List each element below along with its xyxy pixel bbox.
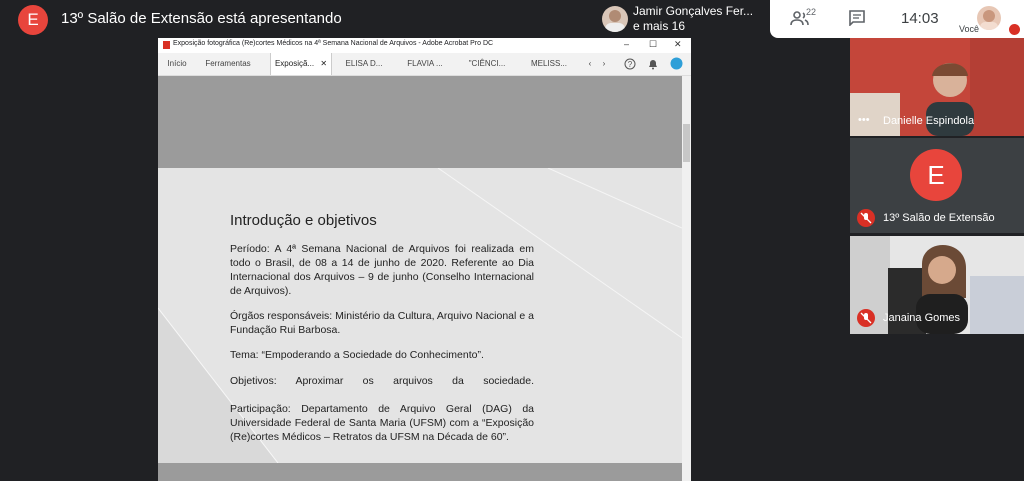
tab-flavia[interactable]: FLAVIA ... (407, 59, 443, 68)
slide-paragraph-tema: Tema: “Empoderando a Sociedade do Conhecimento”. (230, 349, 484, 361)
tab-ferramentas[interactable]: Ferramentas (205, 59, 251, 68)
document-viewport[interactable] (158, 76, 682, 481)
pdf-icon (163, 41, 170, 49)
self-avatar (977, 6, 1001, 30)
pinned-participant-name: Jamir Gonçalves Fer... (633, 4, 754, 18)
presenter-avatar: E (18, 5, 48, 35)
bell-icon[interactable] (646, 53, 660, 75)
participant-name-janaina: Janaina Gomes (883, 312, 961, 324)
tab-ciencia[interactable]: "CIÊNCI... (468, 59, 506, 68)
more-icon[interactable]: ••• (858, 114, 870, 126)
tab-elisa[interactable]: ELISA D... (345, 59, 383, 68)
participant-tile-janaina[interactable] (850, 236, 1024, 334)
slide-heading: Introdução e objetivos (230, 212, 377, 229)
chat-icon[interactable] (848, 10, 866, 26)
people-count: 22 (806, 7, 817, 17)
pinned-participant-more: e mais 16 (633, 19, 686, 33)
tab-exposicao-label: Exposiçã... (274, 59, 315, 68)
minimize-button[interactable]: – (624, 39, 630, 49)
scrollbar-thumb[interactable] (683, 124, 690, 162)
self-label: Você (959, 24, 980, 34)
tab-next-icon[interactable]: › (602, 59, 606, 68)
tab-inicio[interactable]: Início (167, 59, 187, 68)
participant-avatar-salao: E (910, 149, 962, 201)
account-icon[interactable] (668, 53, 684, 75)
close-tab-icon[interactable]: ✕ (320, 59, 328, 68)
svg-text:?: ? (627, 60, 633, 69)
meeting-clock: 14:03 (901, 10, 939, 27)
acrobat-window-title: Exposição fotográfica (Re)cortes Médicos na 4ª Semana Nacional de Arquivos - Adobe Acrobat Pro DC (173, 40, 494, 47)
participant-name-danielle: Danielle Espindola (883, 115, 975, 127)
tab-exposicao[interactable] (270, 53, 332, 75)
slide-page (158, 168, 682, 463)
acrobat-tab-bar (158, 53, 691, 76)
close-window-button[interactable]: ✕ (674, 39, 682, 49)
mic-off-icon (857, 309, 875, 327)
slide-paragraph-participacao: Participação: Departamento de Arquivo Geral (DAG) da Universidade Federal de Santa Maria (UFSM) com a “Exposição (Re)cortes Médicos – Retratos da UFSM na Década de 60”. (230, 403, 534, 443)
maximize-button[interactable]: ☐ (649, 39, 658, 49)
participant-tile-danielle[interactable] (850, 38, 1024, 136)
tab-melissa[interactable]: MELISS... (530, 59, 567, 68)
slide-paragraph-orgaos: Órgãos responsáveis: Ministério da Cultura, Arquivo Nacional e a Fundação Rui Barbosa. (230, 310, 534, 336)
slide-paragraph-periodo: Período: A 4ª Semana Nacional de Arquivos foi realizada em todo o Brasil, de 08 a 14 de junho de 2020. Referente ao Dia Internacional dos Arquivos – 9 de junho (Conselho Internacional de Arquivos). (230, 243, 534, 297)
presenter-title: 13º Salão de Extensão está apresentando (61, 10, 342, 27)
slide-paragraph-objetivos: Objetivos: Aproximar os arquivos da sociedade. (230, 375, 534, 387)
participant-name-salao: 13º Salão de Extensão (883, 212, 995, 224)
tab-prev-icon[interactable]: ‹ (588, 59, 592, 68)
mic-off-icon (857, 209, 875, 227)
mic-off-icon (1009, 24, 1020, 35)
pinned-participant-avatar (602, 6, 628, 32)
acrobat-window (158, 38, 691, 481)
help-icon[interactable] (622, 53, 638, 75)
